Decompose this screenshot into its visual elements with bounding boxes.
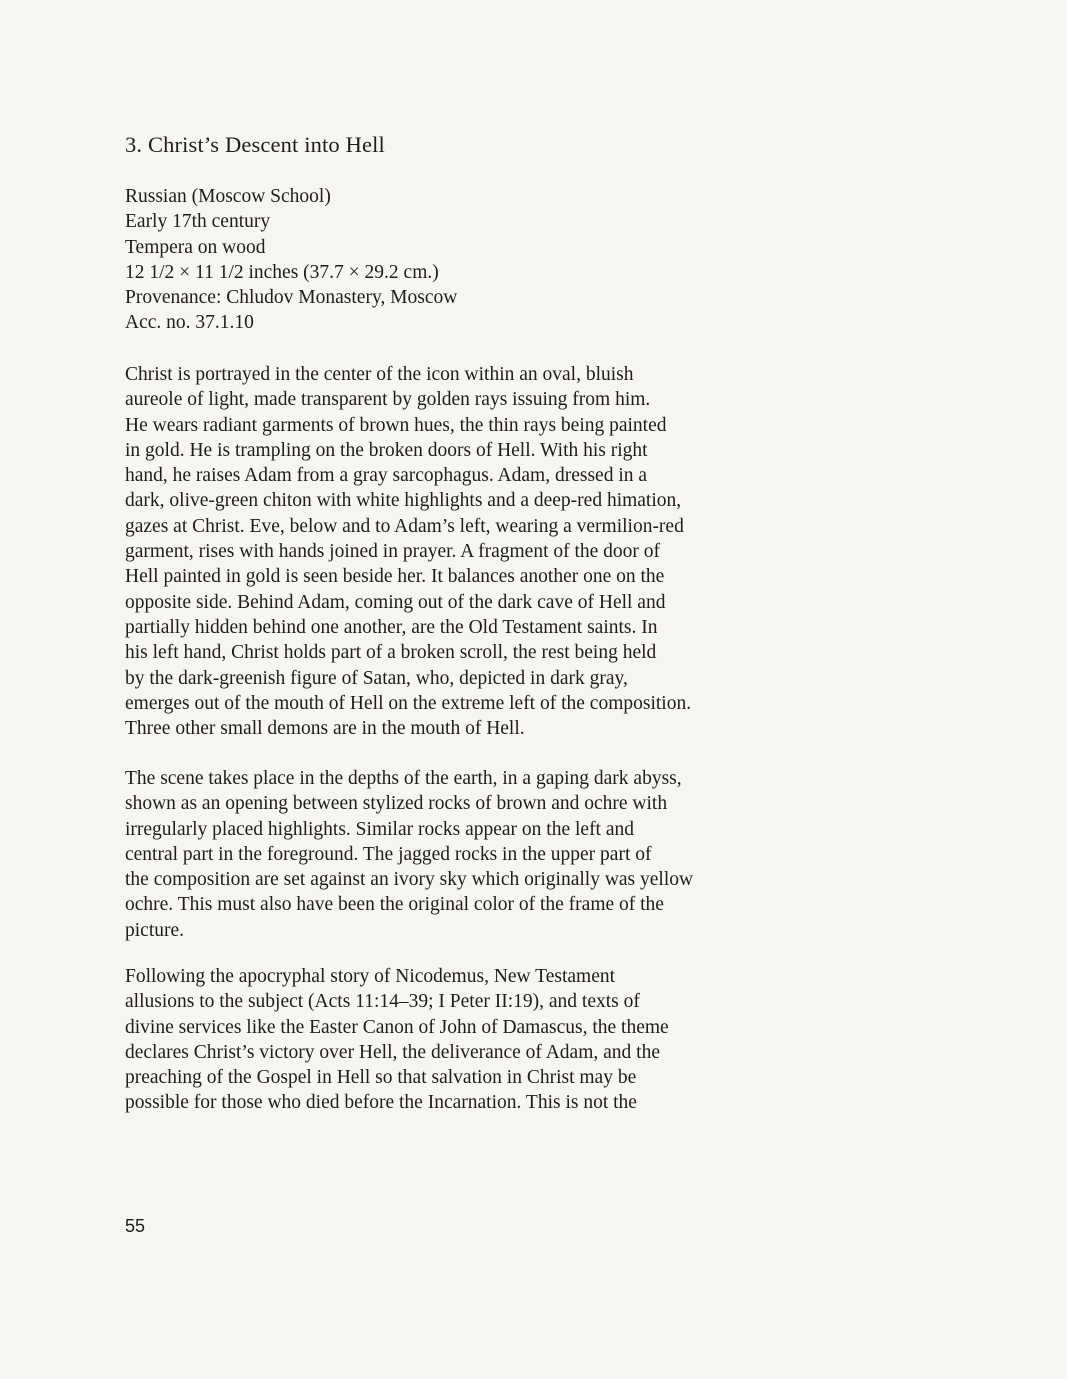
text-line: The scene takes place in the depths of the earth, in a gaping dark abyss, [125, 768, 682, 789]
text-line: opposite side. Behind Adam, coming out of the dark cave of Hell and [125, 591, 666, 613]
text-line: in gold. He is trampling on the broken doors of Hell. With his right [125, 439, 648, 461]
text-line: divine services like the Easter Canon of John of Damascus, the theme [125, 1016, 669, 1038]
text-line: central part in the foreground. The jagged rocks in the upper part of [125, 843, 652, 865]
catalog-accession-number: Acc. no. 37.1.10 [125, 312, 254, 334]
description-paragraph-2 [125, 766, 805, 943]
text-line: Following the apocryphal story of Nicodemus, New Testament [125, 966, 616, 987]
catalog-medium: Tempera on wood [125, 236, 266, 258]
catalog-provenance: Provenance: Chludov Monastery, Moscow [125, 287, 458, 309]
entry-title: 3. Christ’s Descent into Hell [125, 132, 385, 157]
text-line: preaching of the Gospel in Hell so that salvation in Christ may be [125, 1067, 637, 1089]
catalog-school: Russian (Moscow School) [125, 186, 331, 207]
text-line: allusions to the subject (Acts 11:14–39; I Peter II:19), and texts of [125, 991, 640, 1013]
text-line: the composition are set against an ivory sky which originally was yellow [125, 869, 694, 891]
text-line: gazes at Christ. Eve, below and to Adam’s left, wearing a vermilion-red [125, 515, 684, 537]
text-line: aureole of light, made transparent by golden rays issuing from him. [125, 389, 651, 411]
text-line: hand, he raises Adam from a gray sarcophagus. Adam, dressed in a [125, 465, 648, 487]
page-number: 55 [125, 1216, 146, 1236]
text-line: irregularly placed highlights. Similar rocks appear on the left and [125, 818, 635, 840]
text-line: He wears radiant garments of brown hues, the thin rays being painted [125, 414, 667, 436]
text-line: Christ is portrayed in the center of the icon within an oval, bluish [125, 364, 634, 385]
text-line: Three other small demons are in the mouth of Hell. [125, 718, 525, 740]
text-line: dark, olive-green chiton with white highlights and a deep-red himation, [125, 490, 682, 512]
text-line: partially hidden behind one another, are the Old Testament saints. In [125, 616, 658, 638]
text-line: emerges out of the mouth of Hell on the extreme left of the composition. [125, 692, 692, 714]
description-paragraph-3 [125, 964, 805, 1116]
text-line: declares Christ’s victory over Hell, the deliverance of Adam, and the [125, 1041, 660, 1063]
text-line: possible for those who died before the Incarnation. This is not the [125, 1092, 637, 1114]
catalog-date: Early 17th century [125, 211, 271, 233]
text-line: picture. [125, 919, 185, 941]
text-line: by the dark-greenish figure of Satan, who, depicted in dark gray, [125, 667, 628, 689]
text-line: his left hand, Christ holds part of a broken scroll, the rest being held [125, 642, 657, 664]
catalog-details [125, 184, 457, 336]
text-line: ochre. This must also have been the original color of the frame of the [125, 894, 664, 916]
text-line: Hell painted in gold is seen beside her. It balances another one on the [125, 566, 665, 588]
text-line: shown as an opening between stylized rocks of brown and ochre with [125, 793, 668, 815]
text-line: garment, rises with hands joined in prayer. A fragment of the door of [125, 541, 661, 563]
description-paragraph-1 [125, 362, 805, 741]
catalog-dimensions: 12 1/2 × 11 1/2 inches (37.7 × 29.2 cm.) [125, 261, 439, 283]
